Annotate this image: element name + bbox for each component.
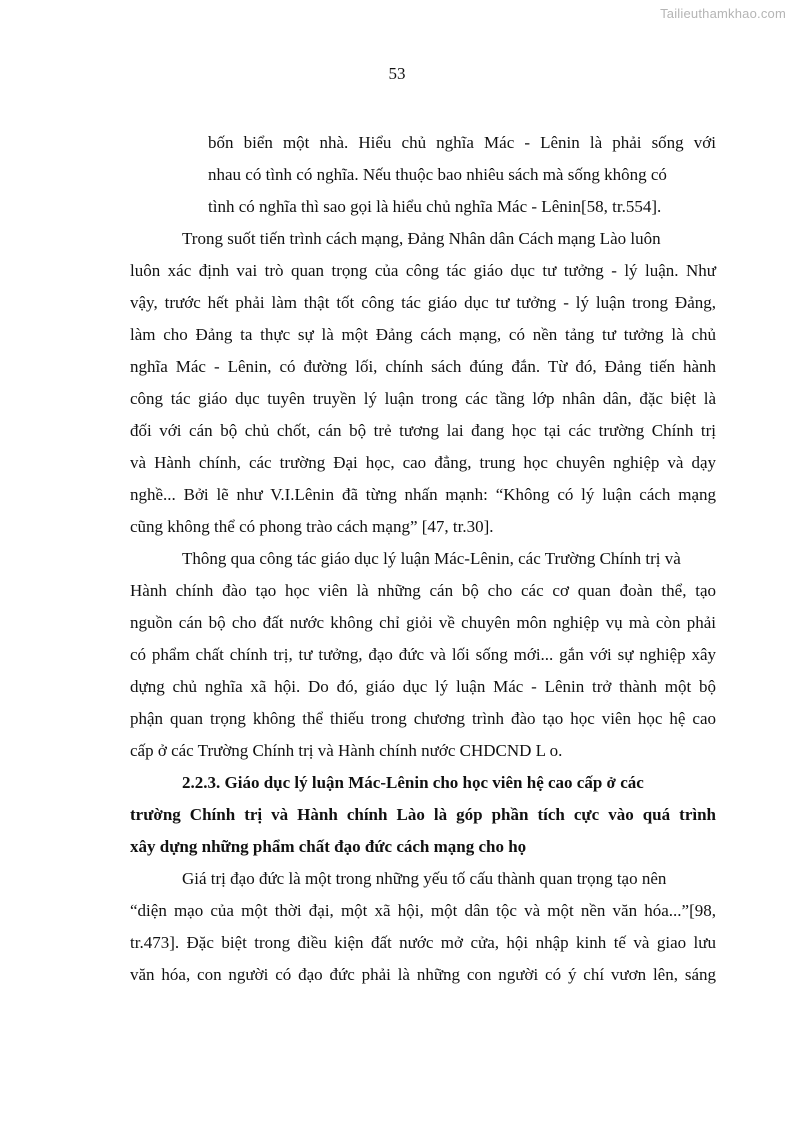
quote-line: nhau có tình có nghĩa. Nếu thuộc bao nhiêu sách mà sống không có [208,165,667,184]
paragraph-line: tr.473]. Đặc biệt trong điều kiện đất nước mở cửa, hội nhập kinh tế và giao lưu [130,933,716,952]
page-number: 53 [388,64,406,83]
paragraph-line: dựng chủ nghĩa xã hội. Do đó, giáo dục lý luận Mác - Lênin trở thành một bộ [130,677,716,696]
paragraph-line: đối với cán bộ chủ chốt, cán bộ trẻ tương lai đang học tại các trường Chính trị [130,421,716,440]
section-heading: trường Chính trị và Hành chính Lào là góp phần tích cực vào quá trình [130,805,716,824]
paragraph-line: Thông qua công tác giáo dục lý luận Mác-Lênin, các Trường Chính trị và [182,549,681,568]
paragraph-line: Hành chính đào tạo học viên là những cán bộ cho các cơ quan đoàn thể, tạo [130,581,716,600]
paragraph-line: và Hành chính, các trường Đại học, cao đẳng, trung học chuyên nghiệp và dạy [130,453,716,472]
watermark: Tailieuthamkhao.com [660,6,786,21]
paragraph-line: cấp ở các Trường Chính trị và Hành chính nước CHDCND L o. [130,741,563,760]
paragraph-line: Giá trị đạo đức là một trong những yếu tố cấu thành quan trọng tạo nên [182,869,667,888]
paragraph-line: Trong suốt tiến trình cách mạng, Đảng Nhân dân Cách mạng Lào luôn [182,229,661,248]
paragraph-line: làm cho Đảng ta thực sự là một Đảng cách mạng, có nền tảng tư tưởng là chủ [130,325,716,344]
paragraph-line: cũng không thể có phong trào cách mạng” [47, tr.30]. [130,517,494,536]
paragraph-line: nghĩa Mác - Lênin, có đường lối, chính sách đúng đắn. Từ đó, Đảng tiến hành [130,357,716,376]
quote-line: tình có nghĩa thì sao gọi là hiểu chủ nghĩa Mác - Lênin[58, tr.554]. [208,197,662,216]
quote-line: bốn biển một nhà. Hiểu chủ nghĩa Mác - Lênin là phải sống với [208,133,716,152]
paragraph-line: luôn xác định vai trò quan trọng của công tác giáo dục tư tưởng - lý luận. Như [130,261,716,280]
paragraph-line: công tác giáo dục tuyên truyền lý luận trong các tầng lớp nhân dân, đặc biệt là [130,389,716,408]
paragraph-line: nguồn cán bộ cho đất nước không chỉ giỏi về chuyên môn nghiệp vụ mà còn phải [130,613,716,632]
paragraph-line: vậy, trước hết phải làm thật tốt công tác giáo dục tư tưởng - lý luận trong Đảng, [130,293,716,312]
paragraph-line: văn hóa, con người có đạo đức phải là những con người có ý chí vươn lên, sáng [130,965,716,984]
paragraph-line: có phẩm chất chính trị, tư tưởng, đạo đức và lối sống mới... gắn với sự nghiệp xây [130,645,716,664]
section-heading: 2.2.3. Giáo dục lý luận Mác-Lênin cho học viên hệ cao cấp ở các [182,773,644,792]
paragraph-line: “diện mạo của một thời đại, một xã hội, một dân tộc và một nền văn hóa...”[98, [130,901,716,920]
paragraph-line: nghề... Bởi lẽ như V.I.Lênin đã từng nhấn mạnh: “Không có lý luận cách mạng [130,485,716,504]
section-heading: xây dựng những phẩm chất đạo đức cách mạng cho họ [130,837,527,856]
paragraph-line: phận quan trọng không thể thiếu trong chương trình đào tạo học viên học hệ cao [130,709,716,728]
